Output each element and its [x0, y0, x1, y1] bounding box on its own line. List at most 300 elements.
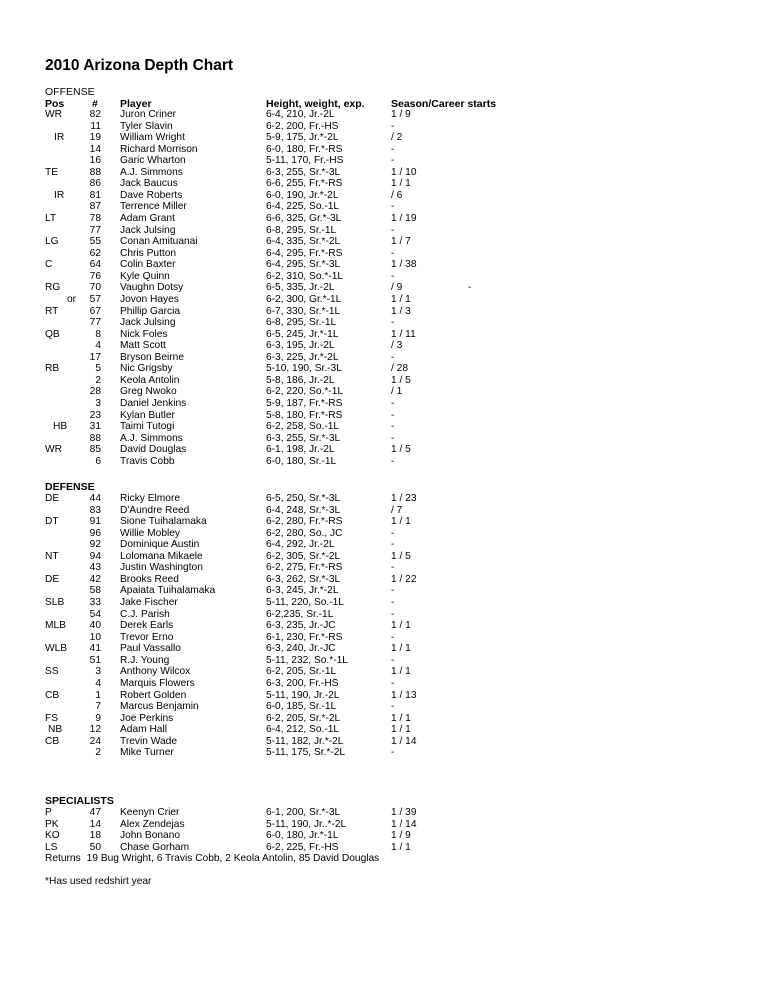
player-name-cell: Anthony Wilcox: [120, 666, 191, 678]
starts-cell: -: [391, 585, 395, 597]
player-name-cell: Kylan Butler: [120, 409, 175, 421]
header-num: #: [92, 98, 98, 110]
starts-cell: 1 / 9: [391, 830, 411, 842]
starts-cell: / 6: [391, 189, 403, 201]
starts-cell: 1 / 1: [391, 643, 411, 655]
jersey-number-cell: 4: [95, 677, 101, 689]
position-cell: NB: [48, 724, 63, 736]
jersey-number-cell: 62: [89, 247, 101, 259]
player-name-cell: R.J. Young: [120, 654, 170, 666]
jersey-number-cell: 17: [89, 351, 101, 363]
player-name-cell: Sione Tuihalamaka: [120, 516, 207, 528]
jersey-number-cell: 2: [95, 747, 101, 759]
height-weight-exp-cell: 5-8, 180, Fr.*-RS: [266, 409, 343, 421]
height-weight-exp-cell: 6-4, 295, Sr.*-3L: [266, 259, 341, 271]
player-name-cell: Derek Earls: [120, 620, 174, 632]
jersey-number-cell: 81: [89, 189, 101, 201]
table-row: [0, 666, 768, 678]
table-row: [0, 620, 768, 632]
player-name-cell: Chris Putton: [120, 247, 177, 259]
starts-cell: -: [391, 631, 395, 643]
player-name-cell: Adam Grant: [120, 213, 175, 225]
height-weight-exp-cell: 6-4, 212, So.-1L: [266, 724, 340, 736]
jersey-number-cell: 83: [89, 504, 101, 516]
player-name-cell: Willie Mobley: [120, 527, 181, 539]
table-row: [0, 807, 768, 819]
player-name-cell: Colin Baxter: [120, 259, 176, 271]
height-weight-exp-cell: 5-11, 170, Fr.-HS: [266, 155, 344, 167]
jersey-number-cell: 50: [89, 841, 101, 853]
starts-cell: 1 / 22: [391, 573, 417, 585]
starts-cell: 1 / 5: [391, 444, 411, 456]
player-name-cell: Daniel Jenkins: [120, 398, 187, 409]
starts-cell: 1 / 3: [391, 305, 411, 317]
player-name-cell: Kyle Quinn: [120, 270, 170, 282]
starts-cell: -: [391, 398, 395, 409]
starts-cell: -: [391, 701, 395, 713]
jersey-number-cell: 82: [89, 109, 101, 120]
height-weight-exp-cell: 6-3, 195, Jr.-2L: [266, 340, 335, 352]
starts-cell: 1 / 38: [391, 259, 417, 271]
player-name-cell: Greg Nwoko: [120, 386, 177, 398]
starts-cell: 1 / 1: [391, 178, 411, 190]
height-weight-exp-cell: 6-0, 180, Jr.*-1L: [266, 830, 339, 842]
table-row: [0, 562, 768, 574]
height-weight-exp-cell: 6-7, 330, Sr.*-1L: [266, 305, 341, 317]
position-cell: FS: [45, 712, 59, 724]
jersey-number-cell: 18: [89, 830, 101, 842]
starts-cell: / 2: [391, 132, 403, 144]
table-row: [0, 493, 768, 505]
page-title: 2010 Arizona Depth Chart: [45, 57, 234, 74]
height-weight-exp-cell: 5-9, 187, Fr.*-RS: [266, 398, 343, 409]
starts-cell: -: [391, 608, 395, 620]
table-row: [0, 655, 768, 667]
height-weight-exp-cell: 6-2, 300, Gr.*-1L: [266, 293, 342, 305]
height-weight-exp-cell: 5-10, 190, Sr.-3L: [266, 363, 342, 375]
table-row: [0, 747, 768, 759]
height-weight-exp-cell: 6-2, 200, Fr.-HS: [266, 120, 339, 132]
position-cell: IR: [54, 189, 65, 201]
height-weight-exp-cell: 6-3, 245, Jr.*-2L: [266, 585, 339, 597]
position-cell: NT: [45, 550, 59, 562]
height-weight-exp-cell: 6-1, 198, Jr.-2L: [266, 444, 335, 456]
table-row: [0, 643, 768, 655]
height-weight-exp-cell: 6-2, 225, Fr.-HS: [266, 841, 339, 853]
player-name-cell: Conan Amituanai: [120, 236, 198, 248]
table-row: [0, 317, 768, 329]
position-cell: RT: [45, 305, 59, 317]
position-cell: DE: [45, 493, 60, 504]
player-name-cell: Travis Cobb: [120, 455, 175, 467]
height-weight-exp-cell: 6-0, 190, Jr.*-2L: [266, 189, 339, 201]
position-cell: WLB: [45, 643, 68, 655]
table-row: [0, 282, 768, 294]
player-name-cell: Taimi Tutogi: [120, 421, 175, 433]
jersey-number-cell: 23: [89, 409, 101, 421]
starts-cell: -: [391, 351, 395, 363]
jersey-number-cell: 55: [89, 236, 101, 248]
height-weight-exp-cell: 6-3, 235, Jr.-JC: [266, 620, 336, 632]
height-weight-exp-cell: 5-11, 182, Jr.*-2L: [266, 735, 344, 747]
height-weight-exp-cell: 6-4, 248, Sr.*-3L: [266, 504, 341, 516]
player-name-cell: C.J. Parish: [120, 608, 170, 620]
height-weight-exp-cell: 6-0, 185, Sr.-1L: [266, 701, 337, 713]
player-name-cell: A.J. Simmons: [120, 432, 183, 444]
height-weight-exp-cell: 6-1, 200, Sr.*-3L: [266, 807, 341, 818]
jersey-number-cell: 19: [89, 132, 101, 144]
starts-cell: / 3: [391, 340, 403, 352]
jersey-number-cell: 58: [89, 585, 101, 597]
table-row: [0, 329, 768, 341]
player-name-cell: Jovon Hayes: [120, 293, 179, 305]
height-weight-exp-cell: 6-3, 255, Sr.*-3L: [266, 432, 341, 444]
position-cell: MLB: [45, 620, 66, 632]
height-weight-exp-cell: 6-2, 280, Fr.*-RS: [266, 516, 343, 528]
height-weight-exp-cell: 6-2,235, Sr.-1L: [266, 608, 334, 620]
table-row: [0, 155, 768, 167]
starts-cell: / 1: [391, 386, 403, 398]
jersey-number-cell: 9: [95, 712, 101, 724]
height-weight-exp-cell: 5-8, 186, Jr.-2L: [266, 374, 335, 386]
header-starts: Season/Career starts: [391, 98, 497, 110]
height-weight-exp-cell: 6-8, 295, Sr.-1L: [266, 317, 337, 329]
table-row: [0, 433, 768, 445]
player-name-cell: Richard Morrison: [120, 143, 198, 155]
player-name-cell: John Bonano: [120, 830, 181, 842]
jersey-number-cell: 88: [89, 166, 101, 178]
starts-cell: -: [391, 455, 395, 467]
table-row: [0, 444, 768, 456]
player-name-cell: William Wright: [120, 132, 185, 144]
jersey-number-cell: 7: [95, 701, 101, 713]
height-weight-exp-cell: 6-3, 240, Jr.-JC: [266, 643, 336, 655]
table-row: [0, 830, 768, 842]
jersey-number-cell: 1: [95, 689, 101, 701]
player-name-cell: Adam Hall: [120, 724, 167, 736]
player-name-cell: Robert Golden: [120, 689, 187, 701]
table-row: [0, 597, 768, 609]
player-name-cell: Justin Washington: [120, 562, 203, 574]
position-cell: CB: [45, 735, 60, 747]
starts-cell: / 7: [391, 504, 403, 516]
table-row: [0, 213, 768, 225]
position-cell: SLB: [45, 597, 65, 609]
starts-cell: -: [391, 270, 395, 282]
height-weight-exp-cell: 6-6, 255, Fr.*-RS: [266, 178, 343, 190]
table-row: [0, 225, 768, 237]
jersey-number-cell: 16: [89, 155, 101, 167]
starts-cell: 1 / 23: [391, 493, 417, 504]
height-weight-exp-cell: 6-4, 225, So.-1L: [266, 201, 340, 213]
player-name-cell: Matt Scott: [120, 340, 166, 352]
player-name-cell: D'Aundre Reed: [120, 504, 190, 516]
position-cell: or: [67, 293, 77, 305]
table-row: [0, 632, 768, 644]
jersey-number-cell: 5: [95, 363, 101, 375]
table-row: [0, 736, 768, 748]
jersey-number-cell: 28: [89, 386, 101, 398]
height-weight-exp-cell: 6-2, 258, So.-1L: [266, 421, 340, 433]
height-weight-exp-cell: 5-11, 232, So.*-1L: [266, 654, 348, 666]
jersey-number-cell: 88: [89, 432, 101, 444]
position-cell: P: [45, 807, 52, 818]
table-row: [0, 294, 768, 306]
player-name-cell: Marcus Benjamin: [120, 701, 199, 713]
table-row: [0, 678, 768, 690]
table-row: [0, 456, 768, 468]
table-row: [0, 340, 768, 352]
starts-cell: 1 / 10: [391, 166, 417, 178]
starts-cell: / 9: [391, 282, 403, 294]
player-name-cell: Dave Roberts: [120, 189, 183, 201]
table-row: [0, 109, 768, 121]
table-row: [0, 132, 768, 144]
height-weight-exp-cell: 6-2, 275, Fr.*-RS: [266, 562, 343, 574]
height-weight-exp-cell: 6-8, 295, Sr.-1L: [266, 224, 337, 236]
starts-cell: -: [391, 247, 395, 259]
jersey-number-cell: 12: [89, 724, 101, 736]
specialists-heading: SPECIALISTS: [45, 795, 114, 807]
starts-cell: -: [391, 201, 395, 213]
table-row: [0, 724, 768, 736]
starts-cell: 1 / 1: [391, 666, 411, 678]
jersey-number-cell: 2: [95, 374, 101, 386]
returns-text: 19 Bug Wright, 6 Travis Cobb, 2 Keola Antolin, 85 David Douglas: [86, 853, 380, 864]
starts-cell: -: [391, 562, 395, 574]
starts-cell: -: [391, 654, 395, 666]
jersey-number-cell: 77: [89, 317, 101, 329]
player-name-cell: Mike Turner: [120, 747, 174, 759]
jersey-number-cell: 14: [89, 818, 101, 830]
player-name-cell: Nic Grigsby: [120, 363, 173, 375]
jersey-number-cell: 51: [89, 654, 101, 666]
starts-cell: -: [391, 677, 395, 689]
jersey-number-cell: 6: [95, 455, 101, 467]
jersey-number-cell: 94: [89, 550, 101, 562]
height-weight-exp-cell: 6-2, 220, So.*-1L: [266, 386, 344, 398]
starts-cell: -: [391, 597, 395, 609]
table-row: [0, 516, 768, 528]
table-row: [0, 121, 768, 133]
position-cell: KO: [45, 830, 60, 842]
table-row: [0, 248, 768, 260]
table-row: [0, 271, 768, 283]
table-row: [0, 574, 768, 586]
header-player: Player: [120, 98, 152, 110]
height-weight-exp-cell: 6-4, 210, Jr.-2L: [266, 109, 335, 120]
position-cell: LG: [45, 236, 59, 248]
position-cell: DE: [45, 573, 60, 585]
redshirt-footnote: *Has used redshirt year: [45, 876, 152, 887]
jersey-number-cell: 4: [95, 340, 101, 352]
player-name-cell: Juron Criner: [120, 109, 177, 120]
table-row: [0, 398, 768, 410]
jersey-number-cell: 92: [89, 539, 101, 551]
position-cell: CB: [45, 689, 60, 701]
starts-cell: 1 / 1: [391, 724, 411, 736]
starts-cell: / 28: [391, 363, 408, 375]
height-weight-exp-cell: 6-3, 255, Sr.*-3L: [266, 166, 341, 178]
jersey-number-cell: 8: [95, 328, 101, 340]
header-height-weight-exp: Height, weight, exp.: [266, 98, 365, 110]
table-row: [0, 842, 768, 854]
height-weight-exp-cell: 6-5, 335, Jr.-2L: [266, 282, 335, 294]
height-weight-exp-cell: 6-2, 205, Sr.-1L: [266, 666, 337, 678]
player-name-cell: Jake Fischer: [120, 597, 178, 609]
starts-cell: -: [391, 224, 395, 236]
player-name-cell: Chase Gorham: [120, 841, 190, 853]
starts-cell: 1 / 5: [391, 374, 411, 386]
table-row: [0, 259, 768, 271]
jersey-number-cell: 3: [95, 398, 101, 409]
header-pos: Pos: [45, 98, 65, 110]
table-row: [0, 386, 768, 398]
player-name-cell: Paul Vassallo: [120, 643, 181, 655]
player-name-cell: Dominique Austin: [120, 539, 200, 551]
table-row: [0, 190, 768, 202]
height-weight-exp-cell: 6-5, 250, Sr.*-3L: [266, 493, 341, 504]
jersey-number-cell: 24: [89, 735, 101, 747]
position-cell: IR: [54, 132, 65, 144]
starts-cell: 1 / 7: [391, 236, 411, 248]
jersey-number-cell: 64: [89, 259, 101, 271]
starts-cell: -: [391, 539, 395, 551]
table-row: [0, 178, 768, 190]
player-name-cell: Lolomana Mikaele: [120, 550, 203, 562]
jersey-number-cell: 86: [89, 178, 101, 190]
height-weight-exp-cell: 5-11, 190, Jr.-2L: [266, 689, 340, 701]
starts-cell: 1 / 9: [391, 109, 411, 120]
table-row: [0, 609, 768, 621]
player-name-cell: Joe Perkins: [120, 712, 174, 724]
table-row: [0, 505, 768, 517]
player-name-cell: Jack Julsing: [120, 317, 176, 329]
defense-heading: DEFENSE: [45, 481, 95, 493]
position-cell: C: [45, 259, 53, 271]
jersey-number-cell: 41: [89, 643, 101, 655]
starts-cell: -: [391, 143, 395, 155]
jersey-number-cell: 91: [89, 516, 101, 528]
extra-mark-cell: -: [468, 282, 472, 294]
player-name-cell: Alex Zendejas: [120, 818, 185, 830]
table-row: [0, 701, 768, 713]
table-row: [0, 201, 768, 213]
table-row: [0, 363, 768, 375]
jersey-number-cell: 31: [89, 421, 101, 433]
returns-label: Returns: [45, 853, 81, 864]
jersey-number-cell: 78: [89, 213, 101, 225]
player-name-cell: Phillip Garcia: [120, 305, 181, 317]
table-row: [0, 819, 768, 831]
returns-line: [45, 853, 379, 864]
starts-cell: 1 / 39: [391, 807, 417, 818]
height-weight-exp-cell: 6-4, 295, Fr.*-RS: [266, 247, 343, 259]
table-row: [0, 306, 768, 318]
height-weight-exp-cell: 6-5, 245, Jr.*-1L: [266, 328, 339, 340]
player-name-cell: Keenyn Crier: [120, 807, 180, 818]
starts-cell: -: [391, 527, 395, 539]
player-name-cell: Trevor Erno: [120, 631, 174, 643]
height-weight-exp-cell: 5-11, 220, So.-1L: [266, 597, 344, 609]
player-name-cell: Tyler Slavin: [120, 120, 173, 132]
jersey-number-cell: 43: [89, 562, 101, 574]
starts-cell: 1 / 14: [391, 735, 417, 747]
offense-label: OFFENSE: [45, 86, 95, 98]
jersey-number-cell: 33: [89, 597, 101, 609]
player-name-cell: Marquis Flowers: [120, 677, 195, 689]
jersey-number-cell: 44: [89, 493, 101, 504]
table-row: [0, 410, 768, 422]
height-weight-exp-cell: 5-9, 175, Jr.*-2L: [266, 132, 339, 144]
position-cell: LT: [45, 213, 57, 225]
starts-cell: 1 / 5: [391, 550, 411, 562]
starts-cell: 1 / 11: [391, 328, 416, 340]
table-row: [0, 690, 768, 702]
player-name-cell: A.J. Simmons: [120, 166, 183, 178]
position-cell: WR: [45, 109, 62, 120]
starts-cell: -: [391, 155, 395, 167]
height-weight-exp-cell: 6-3, 225, Jr.*-2L: [266, 351, 339, 363]
jersey-number-cell: 3: [95, 666, 101, 678]
starts-cell: 1 / 14: [391, 818, 417, 830]
starts-cell: 1 / 1: [391, 620, 411, 632]
player-name-cell: David Douglas: [120, 444, 187, 456]
starts-cell: 1 / 19: [391, 213, 417, 225]
starts-cell: -: [391, 317, 395, 329]
starts-cell: 1 / 13: [391, 689, 417, 701]
player-name-cell: Jack Julsing: [120, 224, 176, 236]
jersey-number-cell: 96: [89, 527, 101, 539]
position-cell: QB: [45, 328, 60, 340]
jersey-number-cell: 42: [89, 573, 101, 585]
height-weight-exp-cell: 6-0, 180, Fr.*-RS: [266, 143, 343, 155]
height-weight-exp-cell: 6-4, 292, Jr.-2L: [266, 539, 335, 551]
table-row: [0, 167, 768, 179]
starts-cell: 1 / 1: [391, 712, 411, 724]
player-name-cell: Jack Baucus: [120, 178, 178, 190]
player-name-cell: Apaiata Tuihalamaka: [120, 585, 216, 597]
jersey-number-cell: 14: [89, 143, 101, 155]
height-weight-exp-cell: 6-4, 335, Sr.*-2L: [266, 236, 341, 248]
height-weight-exp-cell: 6-2, 205, Sr.*-2L: [266, 712, 341, 724]
player-name-cell: Trevin Wade: [120, 735, 177, 747]
position-cell: RG: [45, 282, 61, 294]
jersey-number-cell: 76: [89, 270, 101, 282]
player-name-cell: Bryson Beirne: [120, 351, 184, 363]
jersey-number-cell: 57: [89, 293, 101, 305]
player-name-cell: Ricky Elmore: [120, 493, 181, 504]
height-weight-exp-cell: 5-11, 190, Jr..*-2L: [266, 818, 347, 830]
table-row: [0, 713, 768, 725]
player-name-cell: Vaughn Dotsy: [120, 282, 184, 294]
table-row: [0, 144, 768, 156]
player-name-cell: Garic Wharton: [120, 155, 186, 167]
jersey-number-cell: 77: [89, 224, 101, 236]
height-weight-exp-cell: 6-0, 180, Sr.-1L: [266, 455, 337, 467]
table-row: [0, 551, 768, 563]
height-weight-exp-cell: 6-2, 280, So., JC: [266, 527, 343, 539]
jersey-number-cell: 11: [90, 120, 101, 132]
position-cell: SS: [45, 666, 59, 678]
jersey-number-cell: 40: [89, 620, 101, 632]
position-cell: HB: [53, 421, 68, 433]
starts-cell: -: [391, 421, 395, 433]
starts-cell: 1 / 1: [391, 516, 411, 528]
position-cell: DT: [45, 516, 59, 528]
height-weight-exp-cell: 6-6, 325, Gr.*-3L: [266, 213, 342, 225]
position-cell: TE: [45, 166, 59, 178]
